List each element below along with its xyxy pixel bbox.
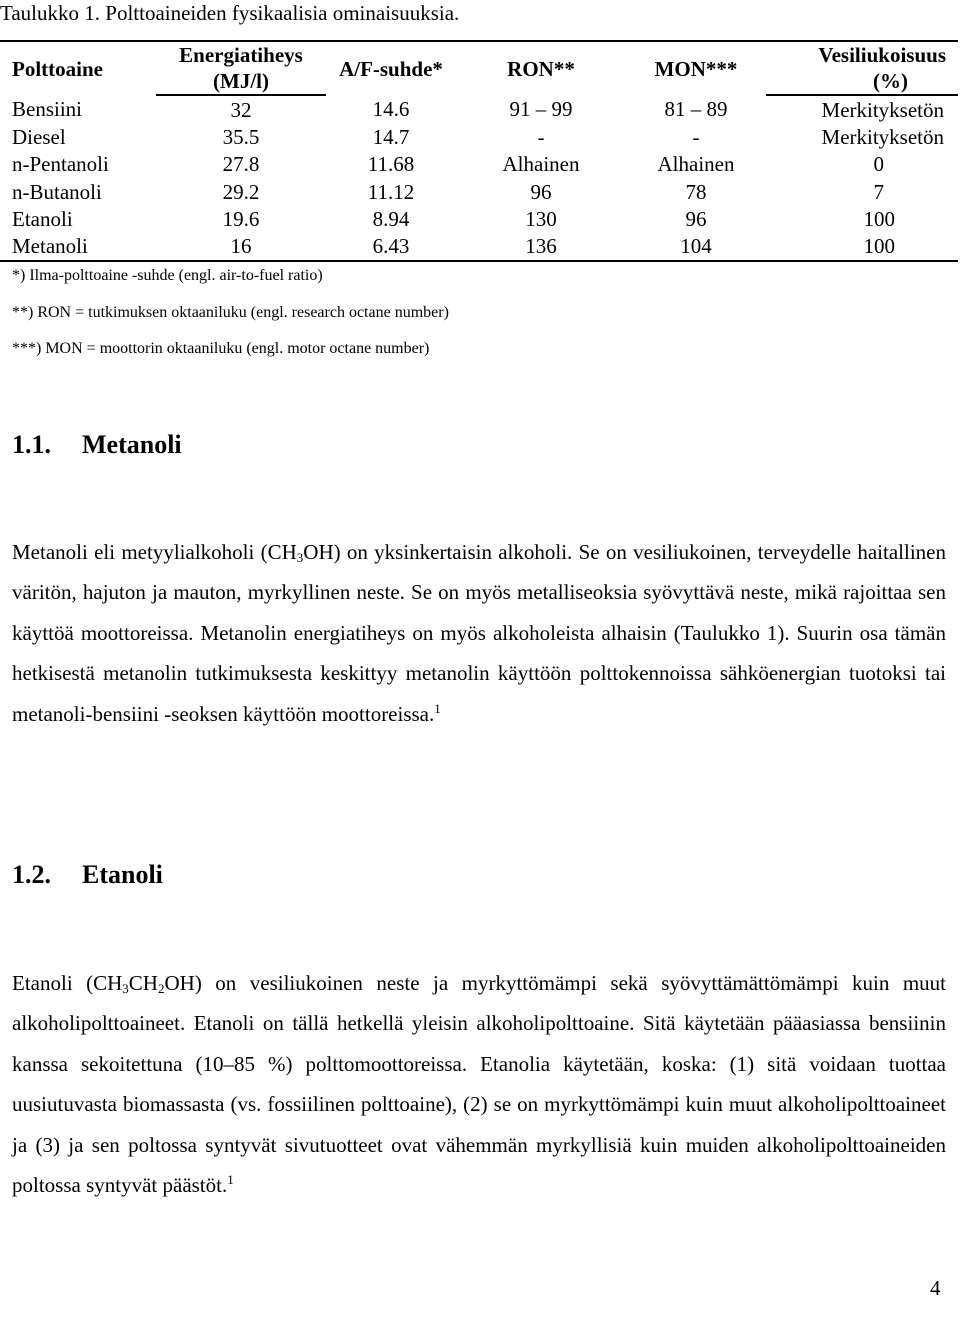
table-cell: n-Pentanoli — [12, 152, 109, 177]
table-header-row — [0, 41, 958, 68]
table-cell: 136 — [456, 232, 626, 260]
table-caption: Taulukko 1. Polttoaineiden fysikaalisia ominaisuuksia. — [0, 1, 460, 25]
table-cell: n-Butanoli — [12, 179, 102, 204]
header-fuel: Polttoaine — [0, 41, 156, 95]
section-title: Etanoli — [82, 860, 163, 889]
paragraph-text: OH) on yksinkertaisin alkoholi. Se on vesiliukoinen, terveydelle haitallinen väritön, hajuton ja mauton, myrkyllinen neste. Se on myös metalliseoksia syövyttävä neste, mikä rajoittaa sen käyttöä moottoreissa. Metanolin energiatiheys on myös alkoholeista alhaisin (Taulukko 1). Suurin osa tämän hetkisestä metanolin tutkimuksesta keskittyy metanolin käyttöön polttokennoissa sähköenergian tuotoksi tai metanoli-bensiini -seoksen käyttöön moottoreissa. — [12, 540, 946, 726]
header-ron: RON** — [456, 41, 626, 95]
table-row — [0, 178, 958, 205]
footnote-ron: **) RON = tutkimuksen oktaaniluku (engl. research octane number) — [12, 304, 449, 321]
table-cell: 104 — [626, 232, 766, 260]
header-water-unit: (%) — [766, 68, 958, 95]
paragraph-text: OH) on vesiliukoinen neste ja myrkyttömämpi sekä syövyttämättömämpi kuin muut alkoholipolttoaineet. Etanoli on tällä hetkellä yleisin alkoholipolttoaine. Sitä käytetään pääasiassa bensiinin kanssa sekoitettuna (10–85 %) polttomoottoreissa. Etanolia käytetään, koska: (1) sitä voidaan tuottaa uusiutuvasta biomassasta (vs. fossiilinen polttoaine), (2) se on myrkyttömämpi kuin muut alkoholipolttoaineet ja (3) ja sen poltossa syntyvät sivutuotteet ovat vähemmän myrkyllisiä kuin muiden alkoholipolttoaineiden poltossa syntyvät päästöt. — [12, 971, 946, 1198]
table-cell: 14.6 — [372, 97, 410, 122]
page-number: 4 — [930, 1276, 941, 1300]
fuel-properties-table — [0, 40, 958, 262]
reference-marker: 1 — [434, 700, 441, 716]
paragraph-etanoli — [12, 963, 946, 1205]
table-row — [0, 95, 958, 123]
paragraph-metanoli — [12, 532, 946, 734]
subscript: 3 — [122, 981, 129, 996]
table-row — [0, 151, 958, 178]
paragraph-text: CH — [128, 971, 158, 995]
table-cell: - — [537, 124, 545, 149]
table-cell: 35.5 — [222, 124, 260, 149]
table-cell: Merkityksetön — [821, 97, 944, 122]
table-cell: 29.2 — [222, 179, 260, 204]
table-cell: Metanoli — [0, 232, 156, 260]
table-cell: 100 — [766, 232, 958, 260]
table-row — [0, 123, 958, 150]
footnote-mon: ***) MON = moottorin oktaaniluku (engl. motor octane number) — [12, 340, 430, 357]
table-cell: Merkityksetön — [821, 124, 944, 149]
table-cell: Alhainen — [657, 152, 735, 177]
table-cell: 91 – 99 — [509, 97, 573, 122]
header-energy-unit: (MJ/l) — [156, 68, 326, 95]
table-cell: 32 — [230, 97, 252, 122]
table-cell: 100 — [863, 206, 895, 231]
table-cell: 8.94 — [372, 206, 410, 231]
section-heading-metanoli — [12, 430, 182, 460]
table-cell: 130 — [525, 206, 557, 231]
header-energy: Energiatiheys — [156, 41, 326, 68]
table-cell: Bensiini — [12, 97, 83, 122]
table-cell: 27.8 — [222, 152, 260, 177]
header-water: Vesiliukoisuus — [766, 41, 958, 68]
header-mon: MON*** — [626, 41, 766, 95]
subscript: 3 — [296, 550, 304, 565]
table-cell: - — [692, 124, 700, 149]
section-number: 1.2. — [12, 860, 51, 889]
table-cell: 11.12 — [367, 179, 415, 204]
subscript: 2 — [157, 981, 165, 996]
table-cell: Alhainen — [502, 152, 580, 177]
table-cell: 14.7 — [372, 124, 410, 149]
table-cell: 96 — [685, 206, 707, 231]
table-cell: 96 — [530, 179, 552, 204]
table-cell: Etanoli — [12, 206, 73, 231]
table-cell: 16 — [156, 232, 326, 260]
section-heading-etanoli — [12, 860, 163, 890]
reference-marker: 1 — [227, 1172, 234, 1188]
table-cell: 78 — [685, 179, 707, 204]
paragraph-text: Metanoli eli metyylialkoholi (CH — [12, 540, 297, 564]
table-cell: 19.6 — [222, 206, 260, 231]
section-number: 1.1. — [12, 430, 51, 459]
table-cell: Diesel — [12, 124, 66, 149]
table-row — [0, 205, 958, 232]
paragraph-text: Etanoli (CH — [12, 971, 123, 995]
header-af: A/F-suhde* — [326, 41, 456, 95]
table-row — [0, 232, 958, 260]
footnote-af: *) Ilma-polttoaine -suhde (engl. air-to-fuel ratio) — [12, 267, 323, 284]
table-cell: 81 – 89 — [664, 97, 728, 122]
section-title: Metanoli — [82, 430, 182, 459]
table-cell: 11.68 — [367, 152, 415, 177]
table-cell: 6.43 — [326, 232, 456, 260]
table-cell: 7 — [873, 179, 884, 204]
table-cell: 0 — [873, 152, 884, 177]
